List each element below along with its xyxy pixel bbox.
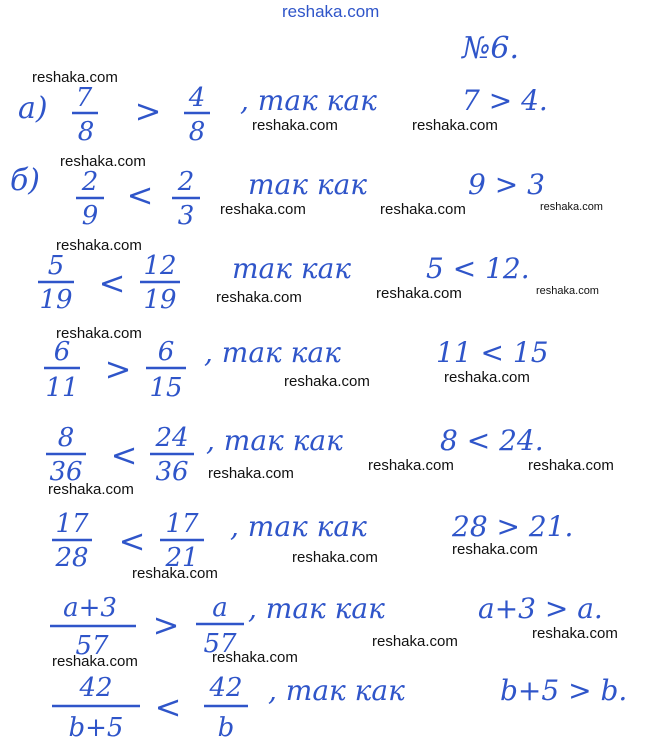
- watermark: reshaka.com: [56, 237, 142, 254]
- condition-text: 5 < 12.: [426, 252, 530, 285]
- watermark: reshaka.com: [380, 201, 466, 218]
- watermark: reshaka.com: [132, 565, 218, 582]
- comparison-sign: <: [126, 176, 154, 214]
- reason-text: , так как: [240, 84, 377, 117]
- condition-text: 7 > 4.: [462, 84, 548, 117]
- reason-text: , так как: [230, 510, 367, 543]
- comparison-sign: >: [134, 92, 162, 130]
- row-2: [10, 163, 545, 231]
- watermark: reshaka.com: [284, 373, 370, 390]
- row-label: а): [18, 91, 48, 126]
- fraction-numerator: 12: [143, 251, 177, 281]
- watermark: reshaka.com: [292, 549, 378, 566]
- condition-text: a+3 > a.: [478, 592, 603, 625]
- comparison-sign: <: [98, 264, 126, 302]
- watermark: reshaka.com: [540, 201, 603, 213]
- fraction-denominator: 11: [45, 373, 79, 403]
- fraction-numerator: a: [212, 593, 228, 623]
- fraction-numerator: 5: [47, 251, 65, 281]
- fraction-numerator: 42: [209, 673, 243, 703]
- fraction-denominator: 57: [203, 629, 237, 659]
- condition-text: b+5 > b.: [500, 674, 628, 707]
- row-5: [46, 423, 544, 487]
- fraction-denominator: 19: [143, 285, 177, 315]
- watermark: reshaka.com: [212, 649, 298, 666]
- reason-text: так как: [232, 252, 351, 285]
- watermark-header: reshaka.com: [282, 2, 380, 21]
- fraction-denominator: b: [217, 713, 235, 743]
- watermark: reshaka.com: [216, 289, 302, 306]
- watermark: reshaka.com: [532, 625, 618, 642]
- row-8: [52, 673, 627, 743]
- fraction-numerator: 17: [55, 509, 89, 539]
- fraction-denominator: 3: [177, 201, 195, 231]
- fraction-numerator: 4: [188, 83, 206, 113]
- reason-text: так как: [248, 168, 367, 201]
- problem-number: №6.: [462, 31, 520, 66]
- fraction-numerator: 42: [79, 673, 113, 703]
- row-1: [18, 83, 548, 147]
- comparison-sign: <: [154, 688, 182, 726]
- watermark: reshaka.com: [60, 153, 146, 170]
- reason-text: , так как: [206, 424, 343, 457]
- fraction-numerator: 7: [75, 83, 93, 113]
- watermark: reshaka.com: [412, 117, 498, 134]
- watermark: reshaka.com: [536, 285, 599, 297]
- reason-text: , так как: [248, 592, 385, 625]
- fraction-numerator: 8: [57, 423, 75, 453]
- watermark: reshaka.com: [372, 633, 458, 650]
- watermark: reshaka.com: [528, 457, 614, 474]
- watermark: reshaka.com: [56, 325, 142, 342]
- condition-text: 9 > 3: [468, 168, 545, 201]
- condition-text: 28 > 21.: [452, 510, 574, 543]
- watermark: reshaka.com: [220, 201, 306, 218]
- comparison-sign: <: [110, 436, 138, 474]
- fraction-numerator: 6: [53, 337, 71, 367]
- condition-text: 11 < 15: [436, 336, 549, 369]
- watermark: reshaka.com: [52, 653, 138, 670]
- row-label: б): [10, 163, 41, 198]
- fraction-numerator: 2: [81, 167, 99, 197]
- comparison-sign: >: [152, 606, 180, 644]
- watermark: reshaka.com: [32, 69, 118, 86]
- fraction-denominator: 19: [39, 285, 73, 315]
- fraction-denominator: 57: [75, 631, 109, 661]
- fraction-numerator: 24: [155, 423, 189, 453]
- reason-text: , так как: [268, 674, 405, 707]
- fraction-denominator: 36: [155, 457, 189, 487]
- reason-text: , так как: [204, 336, 341, 369]
- fraction-denominator: 9: [81, 201, 99, 231]
- fraction-numerator: 17: [165, 509, 199, 539]
- row-7: [50, 592, 603, 661]
- comparison-sign: >: [104, 350, 132, 388]
- fraction-denominator: 8: [188, 117, 206, 147]
- fraction-denominator: 8: [77, 117, 95, 147]
- fraction-denominator: 21: [165, 543, 199, 573]
- watermark: reshaka.com: [368, 457, 454, 474]
- watermark: reshaka.com: [452, 541, 538, 558]
- fraction-numerator: 2: [177, 167, 195, 197]
- condition-text: 8 < 24.: [440, 424, 544, 457]
- fraction-numerator: a+3: [63, 593, 117, 623]
- watermark: reshaka.com: [208, 465, 294, 482]
- fraction-denominator: 36: [49, 457, 83, 487]
- watermark: reshaka.com: [48, 481, 134, 498]
- comparison-sign: <: [118, 522, 146, 560]
- watermark: reshaka.com: [376, 285, 462, 302]
- watermark: reshaka.com: [252, 117, 338, 134]
- fraction-denominator: 15: [149, 373, 183, 403]
- watermark: reshaka.com: [444, 369, 530, 386]
- fraction-denominator: 28: [55, 543, 89, 573]
- fraction-denominator: b+5: [68, 713, 124, 743]
- fraction-numerator: 6: [157, 337, 175, 367]
